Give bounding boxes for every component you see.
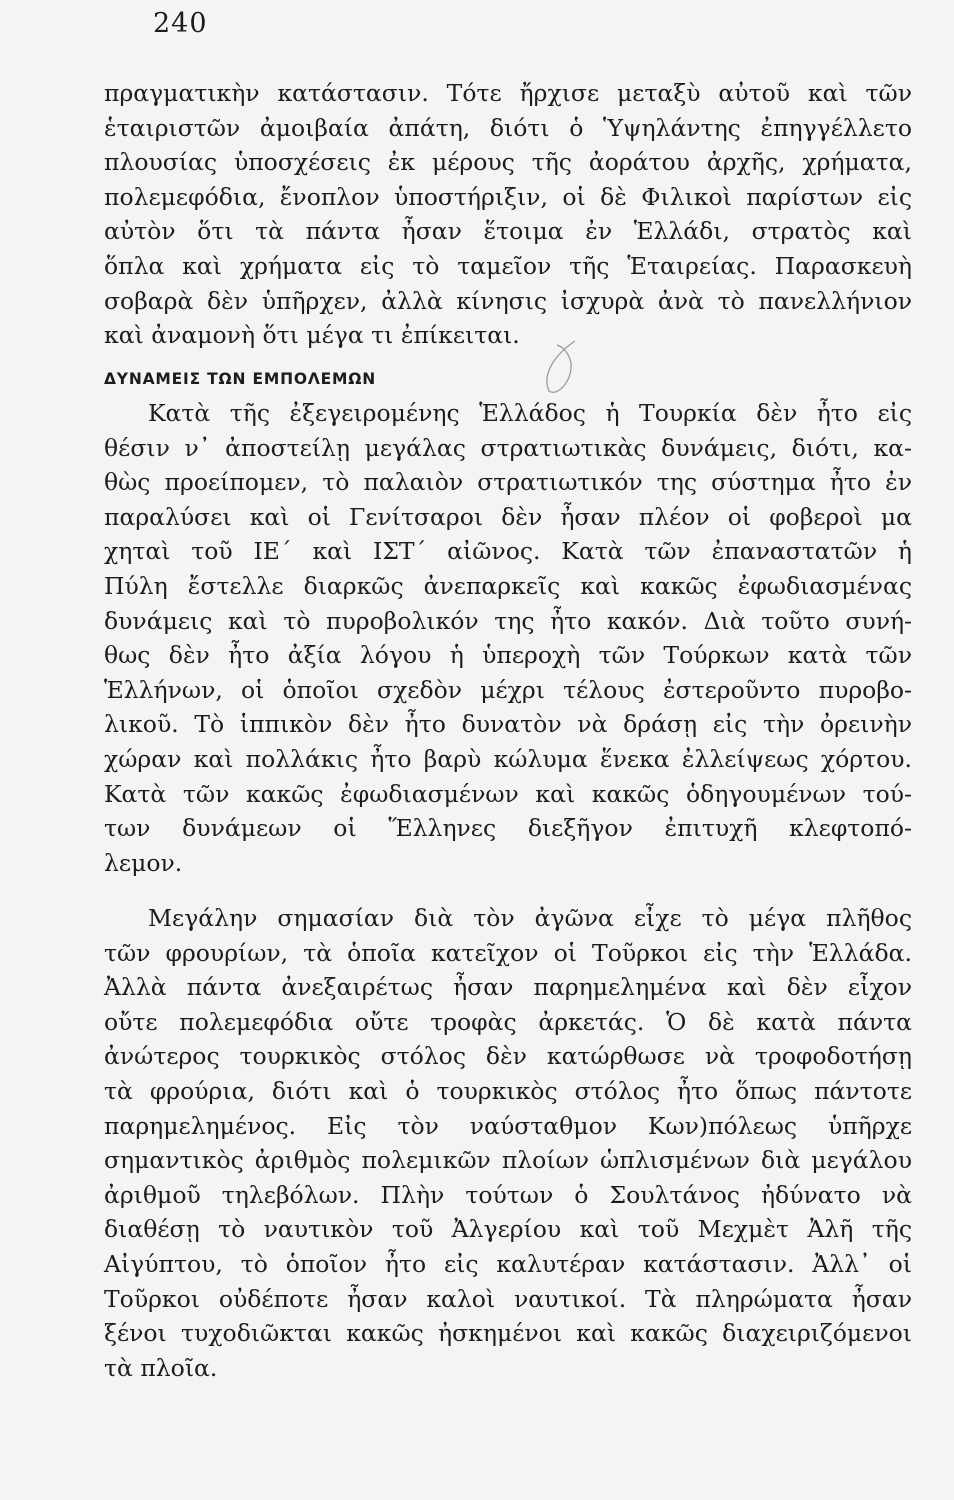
text-line: σοβαρὰ δὲν ὑπῆρχεν, ἀλλὰ κίνησις ἰσχυρὰ ἀνὰ τὸ πανελλήνιον xyxy=(104,286,912,315)
text-line: Πύλη ἔστελλε διαρκῶς ἀνεπαρκεῖς καὶ κακῶς ἐφωδιασμένας xyxy=(104,571,912,600)
text-line: λικοῦ. Τὸ ἱππικὸν δὲν ἦτο δυνατὸν νὰ δράσῃ εἰς τὴν ὀρεινὴν xyxy=(104,710,912,739)
text-line: τὰ πλοῖα. xyxy=(104,1353,218,1382)
text-line: τὰ φρούρια, διότι καὶ ὁ τουρκικὸς στόλος ἦτο ὅπως πάντοτε xyxy=(104,1076,912,1105)
text-line: Κατὰ τῶν κακῶς ἐφωδιασμένων καὶ κακῶς ὁδηγουμένων τού- xyxy=(104,779,912,808)
text-line: διαθέσῃ τὸ ναυτικὸν τοῦ Ἀλγερίου καὶ τοῦ Μεχμὲτ Ἀλῆ τῆς xyxy=(104,1215,912,1244)
text-line: χώραν καὶ πολλάκις ἦτο βαρὺ κώλυμα ἕνεκα ἐλλείψεως χόρτου. xyxy=(104,744,912,773)
text-line: ὅπλα καὶ χρήματα εἰς τὸ ταμεῖον τῆς Ἑταιρείας. Παρασκευὴ xyxy=(104,251,912,280)
text-line: αὐτὸν ὅτι τὰ πάντα ἦσαν ἕτοιμα ἐν Ἑλλάδι, στρατὸς καὶ xyxy=(104,217,912,246)
text-line: θὼς προείπομεν, τὸ παλαιὸν στρατιωτικόν της σύστημα ἦτο ἐν xyxy=(104,468,912,497)
text-line: ἀνώτερος τουρκικὸς στόλος δὲν κατώρθωσε νὰ τροφοδοτήσῃ xyxy=(104,1042,912,1071)
text-line: οὔτε πολεμεφόδια οὔτε τροφὰς ἀρκετάς. Ὁ δὲ κατὰ πάντα xyxy=(104,1007,912,1036)
text-line: χηταὶ τοῦ ΙΕ΄ καὶ ΙΣΤ΄ αἰῶνος. Κατὰ τῶν ἐπαναστατῶν ἡ xyxy=(104,537,912,566)
paragraph-fortresses xyxy=(104,901,912,1385)
text-line: Αἰγύπτου, τὸ ὁποῖον ἦτο εἰς καλυτέραν κατάστασιν. Ἀλλ᾽ οἱ xyxy=(104,1249,912,1278)
text-line: πλουσίας ὑποσχέσεις ἐκ μέρους τῆς ἀοράτου ἀρχῆς, χρήματα, xyxy=(104,148,912,177)
paragraph-intro xyxy=(104,76,912,353)
text-line: ἑταιριστῶν ἀμοιβαία ἀπάτη, διότι ὁ Ὑψηλάντης ἐπηγγέλλετο xyxy=(104,113,912,142)
text-line: καὶ ἀναμονὴ ὅτι μέγα τι ἐπίκειται. xyxy=(104,321,520,350)
text-line: πολεμεφόδια, ἔνοπλον ὑποστήριξιν, οἱ δὲ Φιλικοὶ παρίστων εἰς xyxy=(104,182,912,211)
text-line: Μεγάλην σημασίαν διὰ τὸν ἀγῶνα εἶχε τὸ μέγα πλῆθος xyxy=(148,904,912,932)
text-line: τῶν φρουρίων, τὰ ὁποῖα κατεῖχον οἱ Τοῦρκοι εἰς τὴν Ἑλλάδα. xyxy=(104,938,912,967)
pencil-mark-icon xyxy=(527,333,597,403)
text-line: δυνάμεις καὶ τὸ πυροβολικόν της ἦτο κακόν. Διὰ τοῦτο συνή- xyxy=(104,606,912,635)
paragraph-forces xyxy=(104,396,912,880)
text-line: ἀριθμοῦ τηλεβόλων. Πλὴν τούτων ὁ Σουλτάνος ἠδύνατο νὰ xyxy=(104,1180,912,1209)
page-number: 240 xyxy=(153,8,208,39)
text-line: Κατὰ τῆς ἐξεγειρομένης Ἑλλάδος ἡ Τουρκία δὲν ἦτο εἰς xyxy=(148,399,912,427)
text-line: Ἑλλήνων, οἱ ὁποῖοι σχεδὸν μέχρι τέλους ἐστεροῦντο πυροβο- xyxy=(104,675,912,704)
text-line: λεμον. xyxy=(104,848,183,877)
text-line: των δυνάμεων οἱ Ἕλληνες διεξῆγον ἐπιτυχῆ κλεφτοπό- xyxy=(104,814,912,843)
text-line: παραλύσει καὶ οἱ Γενίτσαροι δὲν ἦσαν πλέον οἱ φοβεροὶ μα xyxy=(104,502,912,531)
text-line: Ἀλλὰ πάντα ἀνεξαιρέτως ἦσαν παρημελημένα καὶ δὲν εἶχον xyxy=(104,973,912,1002)
text-line: πραγματικὴν κατάστασιν. Τότε ἤρχισε μεταξὺ αὐτοῦ καὶ τῶν xyxy=(104,79,912,107)
text-line: παρημελημένος. Εἰς τὸν ναύσταθμον Κων)πόλεως ὑπῆρχε xyxy=(104,1111,912,1140)
text-line: θέσιν ν᾽ ἀποστείλῃ μεγάλας στρατιωτικὰς δυνάμεις, διότι, κα- xyxy=(104,433,912,462)
section-heading: ΔΥΝΑΜΕΙΣ ΤΩΝ ΕΜΠΟΛΕΜΩΝ xyxy=(104,370,376,388)
text-line: θως δὲν ἦτο ἀξία λόγου ἡ ὑπεροχὴ τῶν Τούρκων κατὰ τῶν xyxy=(104,641,912,670)
text-line: Τοῦρκοι οὐδέποτε ἦσαν καλοὶ ναυτικοί. Τὰ πληρώματα ἦσαν xyxy=(104,1284,912,1313)
text-line: σημαντικὸς ἀριθμὸς πολεμικῶν πλοίων ὡπλισμένων διὰ μεγάλου xyxy=(104,1146,912,1175)
text-line: ξένοι τυχοδιῶκται κακῶς ἠσκημένοι καὶ κακῶς διαχειριζόμενοι xyxy=(104,1319,912,1348)
